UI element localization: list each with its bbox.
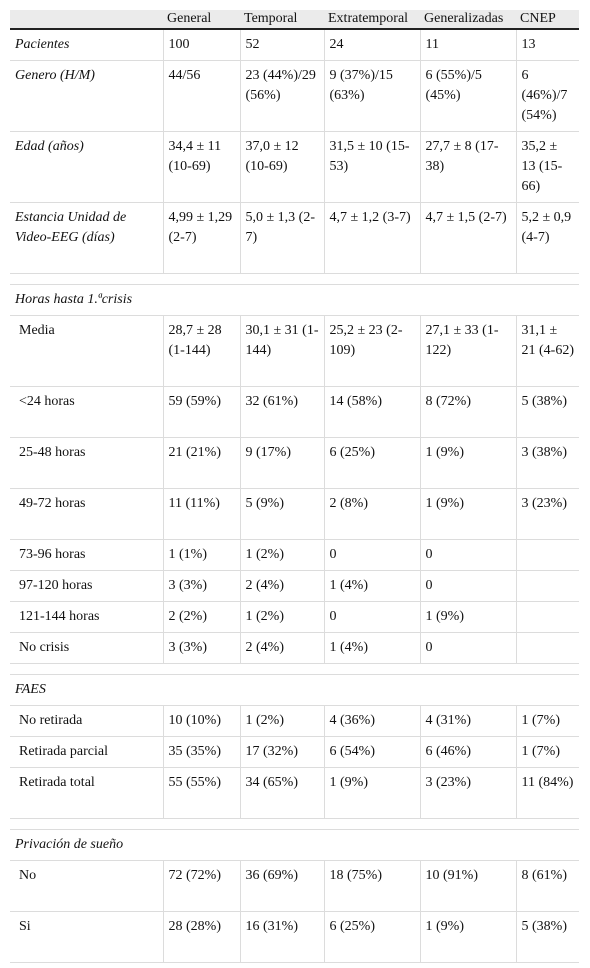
- spacer-cell: [10, 273, 579, 284]
- table-row: [10, 60, 579, 131]
- table-cell: 16 (31%): [240, 911, 324, 962]
- row-label: <24 horas: [10, 386, 163, 437]
- table-row: [10, 386, 579, 437]
- table-row: [10, 705, 579, 736]
- table-cell: 9 (37%)/15 (63%): [324, 60, 420, 131]
- table-cell: 11 (84%): [516, 767, 579, 818]
- table-cell: 27,1 ± 33 (1-122): [420, 315, 516, 386]
- header-cell: Extratemporal: [324, 10, 420, 29]
- table-cell: 3 (3%): [163, 570, 240, 601]
- row-label: 73-96 horas: [10, 539, 163, 570]
- table-cell: 25,2 ± 23 (2-109): [324, 315, 420, 386]
- table-row: [10, 736, 579, 767]
- table-cell: 1 (2%): [240, 601, 324, 632]
- table-cell: 6 (46%): [420, 736, 516, 767]
- table-row: [10, 488, 579, 539]
- table-cell: 27,7 ± 8 (17-38): [420, 131, 516, 202]
- section-header: Privación de sueño: [10, 829, 579, 860]
- table-cell: 34 (65%): [240, 767, 324, 818]
- table-cell: 10 (10%): [163, 705, 240, 736]
- table-cell: 1 (2%): [240, 705, 324, 736]
- table-cell: 3 (23%): [516, 488, 579, 539]
- header-cell-label: [10, 10, 163, 29]
- table-cell: 31,5 ± 10 (15-53): [324, 131, 420, 202]
- table-cell: 1 (9%): [420, 911, 516, 962]
- table-row: [10, 29, 579, 60]
- table-cell: 0: [420, 539, 516, 570]
- table-row: [10, 131, 579, 202]
- row-label: Media: [10, 315, 163, 386]
- section-header: Horas hasta 1.ªcrisis: [10, 284, 579, 315]
- table-cell: 0: [420, 570, 516, 601]
- table-cell: 2 (8%): [324, 488, 420, 539]
- table-row: [10, 315, 579, 386]
- spacer-row: [10, 273, 579, 284]
- patient-characteristics-table: [10, 10, 579, 963]
- table-cell: 31,1 ± 21 (4-62): [516, 315, 579, 386]
- table-cell: 35,2 ± 13 (15-66): [516, 131, 579, 202]
- table-cell: 1 (2%): [240, 539, 324, 570]
- table-cell: 1 (9%): [420, 437, 516, 488]
- table-cell: 4,7 ± 1,2 (3-7): [324, 202, 420, 273]
- table-cell: 1 (7%): [516, 705, 579, 736]
- row-label: 97-120 horas: [10, 570, 163, 601]
- table-cell: 30,1 ± 31 (1-144): [240, 315, 324, 386]
- row-label: 49-72 horas: [10, 488, 163, 539]
- table-cell: [516, 601, 579, 632]
- table-cell: 3 (23%): [420, 767, 516, 818]
- header-cell: Temporal: [240, 10, 324, 29]
- table-cell: 28,7 ± 28 (1-144): [163, 315, 240, 386]
- table-row: [10, 632, 579, 663]
- table-cell: 13: [516, 29, 579, 60]
- row-label: No crisis: [10, 632, 163, 663]
- table-cell: 44/56: [163, 60, 240, 131]
- table-row: [10, 601, 579, 632]
- table-row: [10, 539, 579, 570]
- table-cell: 8 (72%): [420, 386, 516, 437]
- table-cell: 1 (9%): [420, 488, 516, 539]
- table-row: [10, 202, 579, 273]
- row-label: Edad (años): [10, 131, 163, 202]
- table-cell: 35 (35%): [163, 736, 240, 767]
- table-cell: 10 (91%): [420, 860, 516, 911]
- table-header: [10, 10, 579, 29]
- table-cell: 6 (54%): [324, 736, 420, 767]
- table-cell: 4,7 ± 1,5 (2-7): [420, 202, 516, 273]
- spacer-row: [10, 818, 579, 829]
- table-cell: 6 (55%)/5 (45%): [420, 60, 516, 131]
- table-row: [10, 437, 579, 488]
- table-cell: 6 (25%): [324, 437, 420, 488]
- table-cell: 11 (11%): [163, 488, 240, 539]
- table-cell: 1 (9%): [324, 767, 420, 818]
- table-cell: 14 (58%): [324, 386, 420, 437]
- table-cell: 17 (32%): [240, 736, 324, 767]
- row-label: 121-144 horas: [10, 601, 163, 632]
- table-cell: 5 (9%): [240, 488, 324, 539]
- table-cell: 24: [324, 29, 420, 60]
- table-row: [10, 767, 579, 818]
- table-cell: [516, 570, 579, 601]
- section-header: FAES: [10, 674, 579, 705]
- table-cell: 59 (59%): [163, 386, 240, 437]
- row-label: Pacientes: [10, 29, 163, 60]
- row-label: Retirada total: [10, 767, 163, 818]
- header-cell: CNEP: [516, 10, 579, 29]
- table-body: [10, 29, 579, 962]
- spacer-cell: [10, 663, 579, 674]
- table-cell: 52: [240, 29, 324, 60]
- section-header-row: [10, 284, 579, 315]
- table-cell: 5 (38%): [516, 911, 579, 962]
- row-label: Retirada parcial: [10, 736, 163, 767]
- table-cell: 1 (4%): [324, 632, 420, 663]
- table-cell: 5,0 ± 1,3 (2-7): [240, 202, 324, 273]
- table-cell: 2 (2%): [163, 601, 240, 632]
- table-cell: 18 (75%): [324, 860, 420, 911]
- table-cell: 5,2 ± 0,9 (4-7): [516, 202, 579, 273]
- table-cell: 3 (3%): [163, 632, 240, 663]
- table-cell: 0: [324, 539, 420, 570]
- row-label: 25-48 horas: [10, 437, 163, 488]
- table-cell: 32 (61%): [240, 386, 324, 437]
- table-cell: 100: [163, 29, 240, 60]
- table-cell: 1 (4%): [324, 570, 420, 601]
- header-cell: Generalizadas: [420, 10, 516, 29]
- table-cell: 23 (44%)/29 (56%): [240, 60, 324, 131]
- spacer-cell: [10, 818, 579, 829]
- table-cell: 1 (9%): [420, 601, 516, 632]
- table-cell: 0: [420, 632, 516, 663]
- table-cell: 55 (55%): [163, 767, 240, 818]
- table-cell: 9 (17%): [240, 437, 324, 488]
- table-cell: 1 (1%): [163, 539, 240, 570]
- table-cell: 2 (4%): [240, 570, 324, 601]
- table-cell: 2 (4%): [240, 632, 324, 663]
- table-cell: 4 (36%): [324, 705, 420, 736]
- table-cell: 1 (7%): [516, 736, 579, 767]
- table-cell: 6 (25%): [324, 911, 420, 962]
- header-cell: General: [163, 10, 240, 29]
- section-header-row: [10, 829, 579, 860]
- table-row: [10, 860, 579, 911]
- table-cell: 4,99 ± 1,29 (2-7): [163, 202, 240, 273]
- spacer-row: [10, 663, 579, 674]
- table-cell: 28 (28%): [163, 911, 240, 962]
- header-row: [10, 10, 579, 29]
- table-cell: 5 (38%): [516, 386, 579, 437]
- table-cell: 21 (21%): [163, 437, 240, 488]
- table-row: [10, 570, 579, 601]
- table-cell: 36 (69%): [240, 860, 324, 911]
- row-label: No retirada: [10, 705, 163, 736]
- table-cell: 34,4 ± 11 (10-69): [163, 131, 240, 202]
- table-cell: 6 (46%)/7 (54%): [516, 60, 579, 131]
- section-header-row: [10, 674, 579, 705]
- table-cell: 3 (38%): [516, 437, 579, 488]
- table-cell: [516, 539, 579, 570]
- table-cell: 0: [324, 601, 420, 632]
- table-cell: 72 (72%): [163, 860, 240, 911]
- table-cell: [516, 632, 579, 663]
- table-row: [10, 911, 579, 962]
- table-cell: 11: [420, 29, 516, 60]
- table-cell: 4 (31%): [420, 705, 516, 736]
- table-cell: 8 (61%): [516, 860, 579, 911]
- row-label: Si: [10, 911, 163, 962]
- row-label: Genero (H/M): [10, 60, 163, 131]
- row-label: Estancia Unidad de Video-EEG (días): [10, 202, 163, 273]
- table-cell: 37,0 ± 12 (10-69): [240, 131, 324, 202]
- row-label: No: [10, 860, 163, 911]
